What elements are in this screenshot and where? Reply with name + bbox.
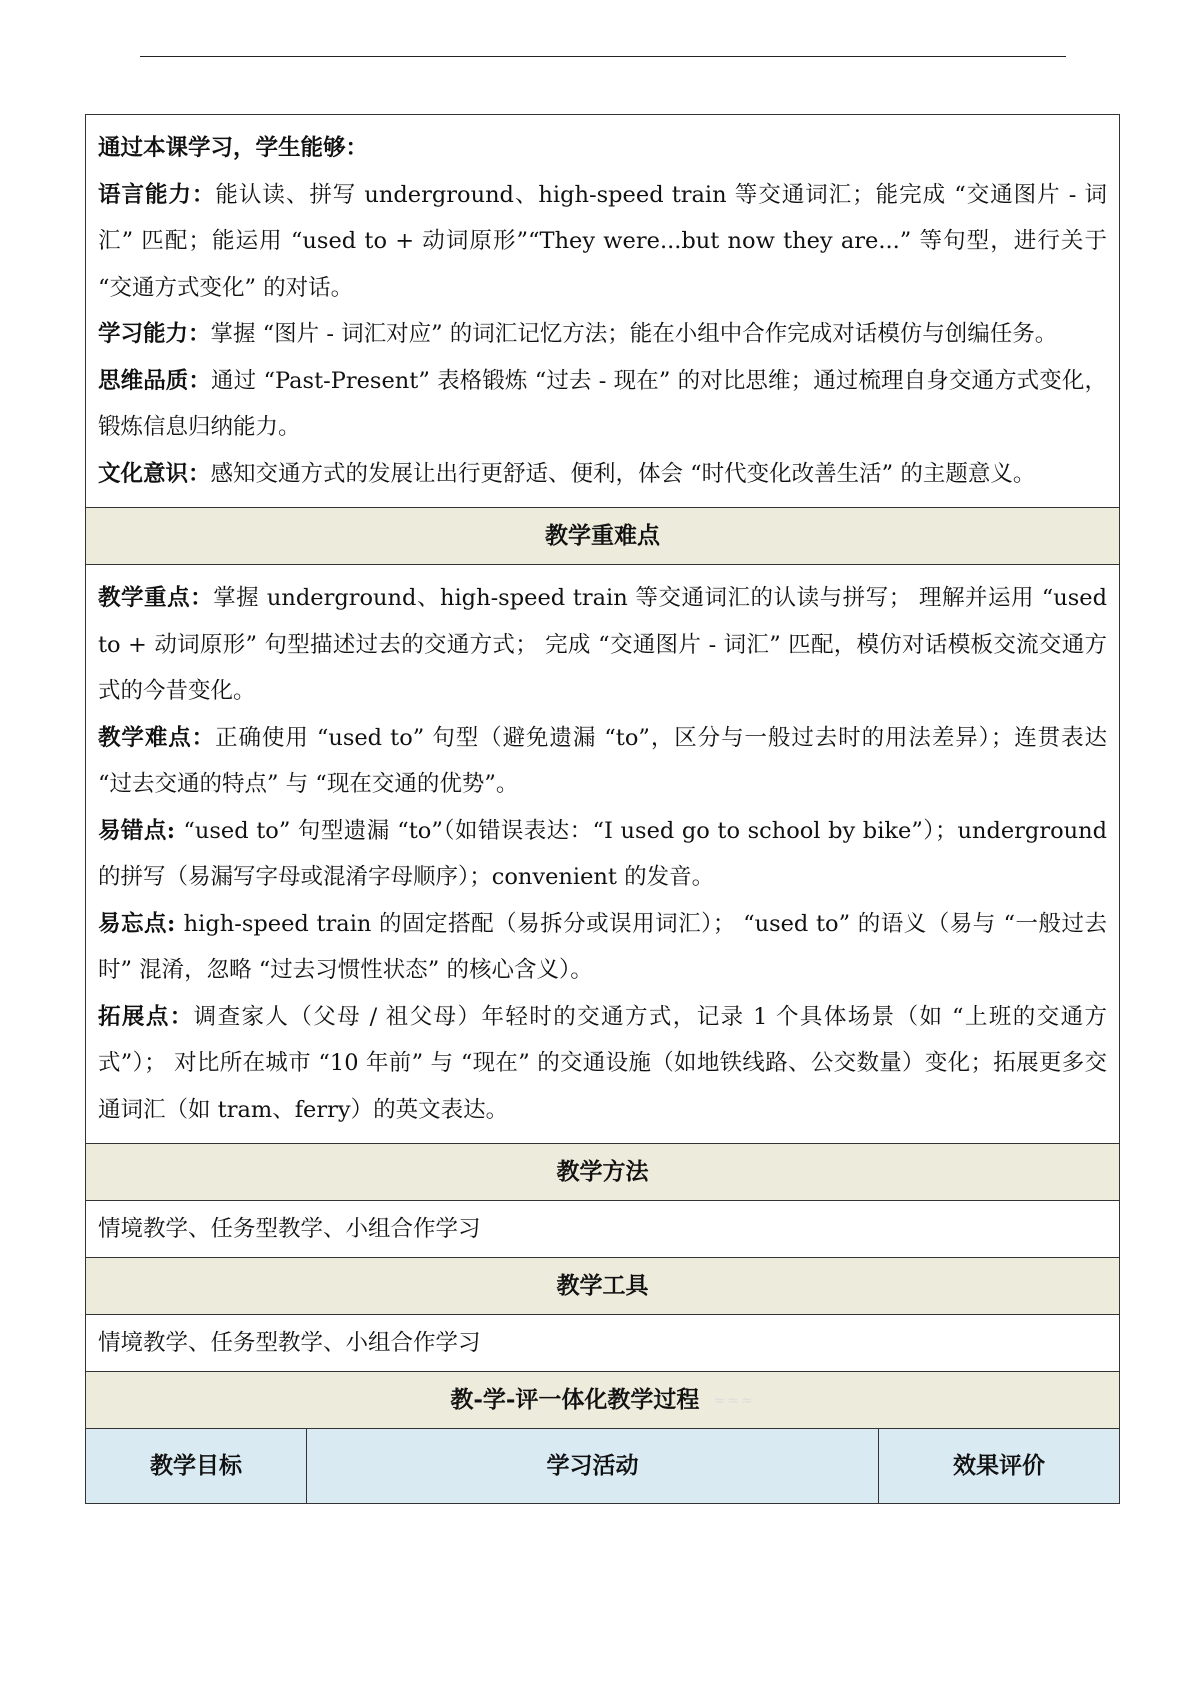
lesson-plan-table bbox=[85, 114, 1120, 1504]
key-points-cell bbox=[86, 565, 1119, 1144]
objective-language: 语言能力：能认读、拼写 underground、high-speed train 等交通词汇；能完成 “交通图片 - 词汇” 匹配；能运用 “used to + 动词原形”“They were...but now they are...” 等句型，进行关于 “交通方式变化” 的对话。 bbox=[98, 181, 1107, 301]
column-evaluation: 效果评价 bbox=[953, 1451, 1045, 1479]
key-point-extension: 拓展点：调查家人（父母 / 祖父母）年轻时的交通方式，记录 1 个具体场景（如 “上班的交通方式”）； 对比所在城市 “10 年前” 与 “现在” 的交通设施（如地铁线路、公交数量）变化；拓展更多交通词汇（如 tram、ferry）的英文表达。 bbox=[98, 1003, 1107, 1123]
objectives-intro: 通过本课学习，学生能够： bbox=[98, 135, 369, 161]
methods-header: 教学方法 bbox=[86, 1144, 1119, 1201]
key-points-header: 教学重难点 bbox=[86, 508, 1119, 565]
tools-header: 教学工具 bbox=[86, 1258, 1119, 1315]
tools-content: 情境教学、任务型教学、小组合作学习 bbox=[86, 1315, 1119, 1372]
process-columns bbox=[86, 1429, 1119, 1503]
methods-content: 情境教学、任务型教学、小组合作学习 bbox=[86, 1201, 1119, 1258]
process-header bbox=[86, 1372, 1119, 1429]
objectives-cell bbox=[86, 115, 1119, 508]
objective-culture: 文化意识：感知交通方式的发展让出行更舒适、便利，体会 “时代变化改善生活” 的主题意义。 bbox=[98, 460, 1036, 487]
watermark-mark: ≈≈≈ bbox=[713, 1393, 755, 1409]
objective-learning: 学习能力：掌握 “图片 - 词汇对应” 的词汇记忆方法；能在小组中合作完成对话模仿与创编任务。 bbox=[98, 321, 1058, 347]
process-header-title: 教-学-评一体化教学过程 bbox=[450, 1386, 700, 1413]
key-point-focus: 教学重点：掌握 underground、high-speed train 等交通词汇的认读与拼写； 理解并运用 “used to + 动词原形” 句型描述过去的交通方式； 完成 “交通图片 - 词汇” 匹配，模仿对话模板交流交通方式的今昔变化。 bbox=[98, 585, 1107, 704]
column-objective: 教学目标 bbox=[86, 1429, 307, 1503]
key-point-easily-forgotten: 易忘点: high-speed train 的固定搭配（易拆分或误用词汇）； “used to” 的语义（易与 “一般过去时” 混淆，忽略 “过去习惯性状态” 的核心含义）。 bbox=[98, 910, 1107, 983]
key-point-error-prone: 易错点: “used to” 句型遗漏 “to”（如错误表达：“I used go to school by bike”）；underground 的拼写（易漏写字母或混淆字母顺序）；convenient 的发音。 bbox=[98, 817, 1108, 890]
objective-thinking: 思维品质：通过 “Past-Present” 表格锻炼 “过去 - 现在” 的对比思维；通过梳理自身交通方式变化，锻炼信息归纳能力。 bbox=[98, 367, 1107, 440]
header-rule bbox=[140, 56, 1066, 57]
column-activity: 学习活动 bbox=[307, 1429, 879, 1503]
key-point-difficulty: 教学难点：正确使用 “used to” 句型（避免遗漏 “to”，区分与一般过去时的用法差异）；连贯表达 “过去交通的特点” 与 “现在交通的优势”。 bbox=[98, 724, 1107, 797]
